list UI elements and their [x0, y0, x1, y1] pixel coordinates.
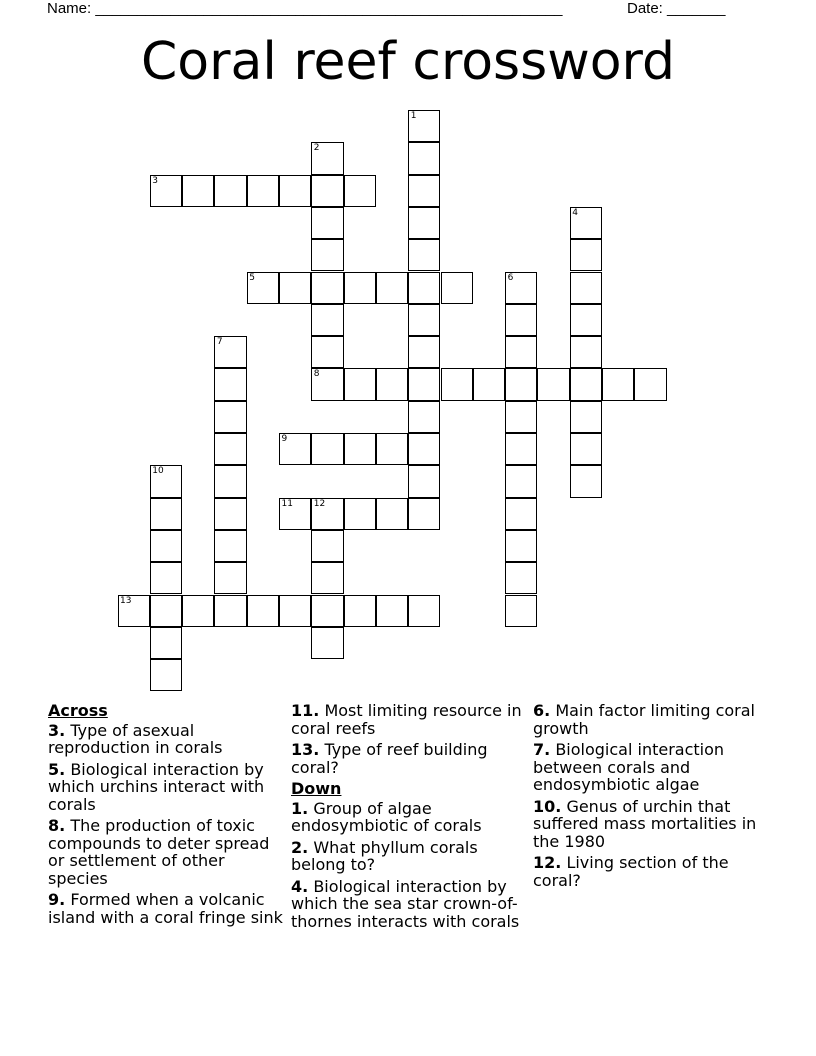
grid-cell[interactable]	[344, 368, 376, 400]
grid-cell[interactable]	[376, 595, 408, 627]
grid-cell[interactable]	[376, 433, 408, 465]
grid-cell[interactable]	[311, 336, 343, 368]
grid-cell[interactable]	[279, 595, 311, 627]
clue-across-11: 11. Most limiting resource in coral reefs	[291, 701, 522, 738]
grid-cell[interactable]	[505, 304, 537, 336]
grid-cell[interactable]	[214, 530, 246, 562]
clue-number-label: 4	[572, 207, 578, 218]
clue-number-label: 1	[410, 111, 417, 121]
grid-cell[interactable]	[279, 433, 311, 465]
grid-cell[interactable]	[311, 272, 343, 304]
grid-cell[interactable]	[376, 498, 408, 530]
grid-cell[interactable]	[247, 595, 279, 627]
grid-cell[interactable]	[150, 465, 182, 497]
grid-cell[interactable]	[247, 175, 279, 207]
grid-cell[interactable]	[408, 401, 440, 433]
grid-cell[interactable]	[408, 336, 440, 368]
clue-down-12: 12. Living section of the coral?	[533, 853, 729, 890]
grid-cell[interactable]	[570, 433, 602, 465]
clue-number-label: 5	[249, 272, 255, 283]
clue-down-6: 6. Main factor limiting coral growth	[533, 701, 755, 738]
clue-number-label: 9	[281, 434, 288, 444]
clue-down-1: 1. Group of algae endosymbiotic of corals	[291, 798, 482, 835]
grid-cell[interactable]	[344, 433, 376, 465]
grid-cell[interactable]	[570, 336, 602, 368]
grid-cell[interactable]	[214, 336, 246, 368]
grid-cell[interactable]	[214, 175, 246, 207]
clue-number-label: 2	[313, 143, 320, 154]
across-heading: Across	[48, 701, 108, 720]
grid-cell[interactable]	[311, 595, 343, 627]
clues-column-3	[533, 702, 769, 893]
clue-across-3: 3. Type of asexual reproduction in corals	[48, 720, 223, 757]
grid-cell[interactable]	[570, 304, 602, 336]
grid-cell[interactable]	[214, 498, 246, 530]
grid-cell[interactable]	[505, 530, 537, 562]
clue-number-label: 10	[152, 466, 164, 477]
grid-cell[interactable]	[570, 401, 602, 433]
grid-cell[interactable]	[505, 465, 537, 497]
grid-cell[interactable]	[408, 239, 440, 271]
grid-cell[interactable]	[182, 595, 214, 627]
grid-cell[interactable]	[408, 498, 440, 530]
grid-cell[interactable]	[311, 433, 343, 465]
grid-cell[interactable]	[311, 368, 343, 400]
grid-cell[interactable]	[570, 465, 602, 497]
grid-cell[interactable]	[150, 498, 182, 530]
grid-cell[interactable]	[279, 175, 311, 207]
grid-cell[interactable]	[311, 142, 343, 174]
grid-cell[interactable]	[150, 530, 182, 562]
grid-cell[interactable]	[570, 207, 602, 239]
clue-number-label: 3	[152, 175, 159, 186]
clue-number-label: 8	[313, 369, 320, 380]
grid-cell[interactable]	[634, 368, 666, 400]
clue-down-7: 7. Biological interaction between corals and endosymbiotic algae	[533, 740, 725, 794]
clue-number-label: 11	[281, 498, 293, 509]
clue-number-label: 12	[313, 498, 326, 509]
clues-column-1	[48, 702, 284, 930]
grid-cell[interactable]	[214, 433, 246, 465]
grid-cell[interactable]	[408, 465, 440, 497]
grid-cell[interactable]	[473, 368, 505, 400]
grid-cell[interactable]	[311, 304, 343, 336]
grid-cell[interactable]	[570, 272, 602, 304]
down-heading: Down	[291, 779, 342, 798]
grid-cell[interactable]	[505, 368, 537, 400]
grid-cell[interactable]	[150, 595, 182, 627]
clue-across-9: 9. Formed when a volcanic island with a coral fringe sink	[48, 890, 283, 927]
grid-cell[interactable]	[150, 659, 182, 691]
grid-cell[interactable]	[408, 595, 440, 627]
grid-cell[interactable]	[150, 562, 182, 594]
grid-cell[interactable]	[505, 595, 537, 627]
grid-cell[interactable]	[150, 627, 182, 659]
clue-down-4: 4. Biological interaction by which the sea star crown-of-thornes interacts with corals	[291, 876, 520, 931]
grid-cell[interactable]	[344, 498, 376, 530]
grid-cell[interactable]	[214, 595, 246, 627]
grid-cell[interactable]	[311, 498, 343, 530]
grid-cell[interactable]	[376, 368, 408, 400]
grid-cell[interactable]	[570, 368, 602, 400]
grid-cell[interactable]	[441, 368, 473, 400]
grid-cell[interactable]	[344, 175, 376, 207]
clue-across-13: 13. Type of reef building coral?	[291, 740, 488, 777]
grid-cell[interactable]	[408, 304, 440, 336]
grid-cell[interactable]	[408, 433, 440, 465]
grid-cell[interactable]	[279, 272, 311, 304]
grid-cell[interactable]	[505, 272, 537, 304]
grid-cell[interactable]	[602, 368, 634, 400]
grid-cell[interactable]	[150, 175, 182, 207]
grid-cell[interactable]	[505, 433, 537, 465]
grid-cell[interactable]	[311, 627, 343, 659]
grid-cell[interactable]	[344, 272, 376, 304]
grid-cell[interactable]	[214, 401, 246, 433]
grid-cell[interactable]	[537, 368, 569, 400]
clue-across-5: 5. Biological interaction by which urchins interact with corals	[48, 759, 265, 814]
grid-cell[interactable]	[279, 498, 311, 530]
grid-cell[interactable]	[408, 368, 440, 400]
grid-cell[interactable]	[311, 239, 343, 271]
grid-cell[interactable]	[408, 272, 440, 304]
grid-cell[interactable]	[118, 595, 150, 627]
grid-cell[interactable]	[344, 595, 376, 627]
grid-cell[interactable]	[247, 272, 279, 304]
grid-cell[interactable]	[182, 175, 214, 207]
grid-cell[interactable]	[311, 562, 343, 594]
grid-cell[interactable]	[408, 175, 440, 207]
grid-cell[interactable]	[311, 207, 343, 239]
clue-across-8: 8. The production of toxic compounds to deter spread or settlement of other species	[48, 816, 270, 888]
grid-cell[interactable]	[505, 498, 537, 530]
grid-cell[interactable]	[441, 272, 473, 304]
clue-down-10: 10. Genus of urchin that suffered mass mortalities in the 1980	[533, 796, 757, 851]
clue-number-label: 7	[216, 337, 223, 348]
page-title: Coral reef crossword	[140, 32, 676, 92]
grid-cell[interactable]	[214, 465, 246, 497]
grid-cell[interactable]	[376, 272, 408, 304]
grid-cell[interactable]	[408, 142, 440, 174]
clues-column-2	[291, 702, 527, 934]
grid-cell[interactable]	[505, 401, 537, 433]
clue-number-label: 6	[507, 272, 514, 283]
grid-cell[interactable]	[311, 530, 343, 562]
clue-number-label: 13	[120, 595, 132, 606]
grid-cell[interactable]	[214, 368, 246, 400]
name-field-label: Name: ________________________________________________________	[47, 0, 563, 17]
grid-cell[interactable]	[408, 207, 440, 239]
date-field-label: Date: _______	[627, 0, 726, 17]
grid-cell[interactable]	[311, 175, 343, 207]
grid-cell[interactable]	[505, 336, 537, 368]
grid-cell[interactable]	[408, 110, 440, 142]
clue-down-2: 2. What phyllum corals belong to?	[291, 837, 478, 874]
grid-cell[interactable]	[505, 562, 537, 594]
grid-cell[interactable]	[214, 562, 246, 594]
grid-cell[interactable]	[570, 239, 602, 271]
